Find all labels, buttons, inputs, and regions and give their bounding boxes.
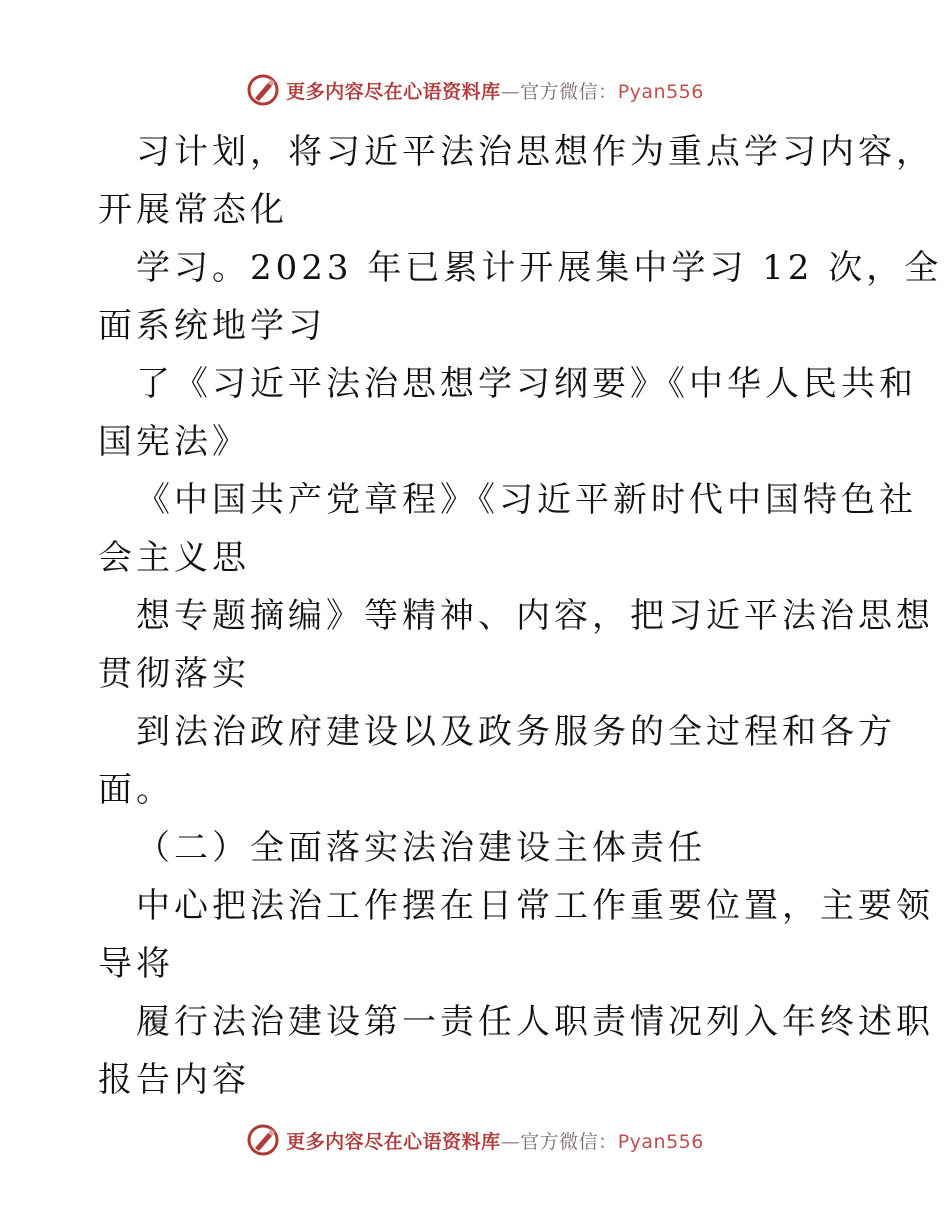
- text-line: 中心把法治工作摆在日常工作重要位置，主要领: [136, 886, 934, 926]
- text-line: 导将: [98, 944, 174, 984]
- text-line: 开展常态化: [98, 190, 288, 230]
- text-line: 想专题摘编》等精神、内容，把习近平法治思想: [136, 596, 934, 636]
- text-line: 履行法治建设第一责任人职责情况列入年终述职: [136, 1002, 934, 1042]
- watermark-wechat-id: Pyan556: [617, 80, 704, 103]
- text-line: 报告内容: [98, 1060, 250, 1100]
- watermark-dash: —: [500, 80, 521, 103]
- pen-logo-icon: [246, 1123, 280, 1157]
- header-watermark: [0, 70, 950, 110]
- pen-logo-icon: [246, 73, 280, 107]
- watermark-wechat-id: Pyan556: [617, 1130, 704, 1153]
- footer-watermark: [0, 1120, 950, 1160]
- watermark-main: 更多内容尽在心语资料库: [286, 80, 501, 103]
- text-line: 习计划，将习近平法治思想作为重点学习内容，: [136, 132, 934, 172]
- text-line: （二）全面落实法治建设主体责任: [136, 828, 706, 868]
- text-line: 会主义思: [98, 538, 250, 578]
- text-line: 了《习近平法治思想学习纲要》《中华人民共和: [136, 364, 917, 404]
- text-line: 面系统地学习: [98, 306, 326, 346]
- header-watermark-text: [286, 77, 704, 104]
- text-line: 贯彻落实: [98, 654, 250, 694]
- watermark-main: 更多内容尽在心语资料库: [286, 1130, 501, 1153]
- watermark-wechat-label: 官方微信：: [520, 1130, 618, 1153]
- text-line: 学习。2023 年已累计开展集中学习 12 次，全: [136, 248, 943, 288]
- text-line: 国宪法》: [98, 422, 250, 462]
- watermark-wechat-label: 官方微信：: [520, 80, 618, 103]
- footer-watermark-text: [286, 1127, 704, 1154]
- watermark-dash: —: [500, 1130, 521, 1153]
- text-line: 到法治政府建设以及政务服务的全过程和各方: [136, 712, 896, 752]
- document-body: [98, 123, 943, 1109]
- text-line: 面。: [98, 770, 174, 810]
- text-line: 《中国共产党章程》《习近平新时代中国特色社: [136, 480, 917, 520]
